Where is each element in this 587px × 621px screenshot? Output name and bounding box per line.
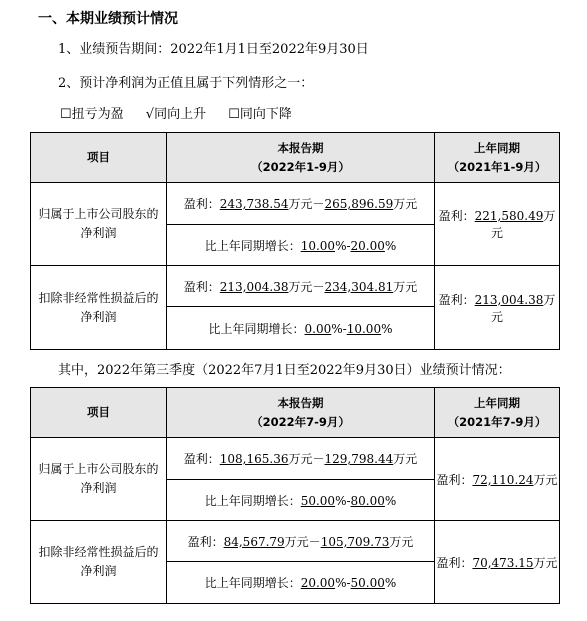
forecast-type-intro: 2、预计净利润为正值且属于下列情形之一： <box>58 76 314 91</box>
header-current-dates: （2022年7-9月） <box>251 414 350 429</box>
item-line: 归属于上市公司股东的 <box>38 462 159 476</box>
row-item-label <box>31 183 167 266</box>
profit-range-cell: 盈利：84,567.79万元－105,709.73万元 <box>167 521 435 562</box>
prior-profit-value: 221,580.49 <box>474 209 544 223</box>
option-turnaround: ☐扭亏为盈 <box>60 107 124 122</box>
header-current-label: 本报告期 <box>277 395 324 410</box>
header-prior-period <box>435 388 560 438</box>
q3-intro: 其中，2022年第三季度（2022年7月1日至2022年9月30日）业绩预计情况： <box>58 363 511 378</box>
option-decrease: ☐同向下降 <box>228 107 292 122</box>
profit-high-value: 265,896.59 <box>324 197 394 211</box>
growth-low-value: 0.00 <box>304 321 332 336</box>
header-prior-dates: （2021年7-9月） <box>447 414 547 429</box>
profit-high-value: 129,798.44 <box>324 452 394 466</box>
growth-high-value: 20.00 <box>350 238 385 253</box>
header-current-period <box>167 388 435 438</box>
header-current-period <box>167 133 435 183</box>
header-prior-period <box>435 133 560 183</box>
row-item-label <box>31 266 167 350</box>
forecast-type-options <box>60 103 310 122</box>
header-prior-label: 上年同期 <box>474 395 520 410</box>
prior-profit-cell: 盈利：213,004.38万元 <box>435 266 560 350</box>
profit-high-value: 234,304.81 <box>324 279 394 294</box>
option-increase-checked: √同向上升 <box>145 107 207 122</box>
item-line: 扣除非经常性损益后的 <box>38 545 159 559</box>
item-line: 净利润 <box>80 564 117 578</box>
item-line: 扣除非经常性损益后的 <box>38 290 159 305</box>
prior-profit-value: 213,004.38 <box>474 292 544 307</box>
header-item: 项目 <box>31 133 167 183</box>
profit-low-value: 84,567.79 <box>223 534 285 549</box>
item-line: 净利润 <box>80 481 117 495</box>
growth-low-value: 50.00 <box>300 493 336 508</box>
profit-range-cell: 盈利：108,165.36万元－129,798.44万元 <box>167 438 435 480</box>
row-item-label <box>31 521 167 604</box>
section-heading: 一、本期业绩预计情况 <box>38 11 178 27</box>
item-line: 净利润 <box>80 226 117 240</box>
profit-high-value: 105,709.73 <box>320 534 390 549</box>
growth-high-value: 10.00 <box>346 321 382 336</box>
header-item: 项目 <box>31 388 167 438</box>
profit-range-cell: 盈利：243,738.54万元－265,896.59万元 <box>167 183 435 225</box>
header-current-label: 本报告期 <box>277 140 324 155</box>
growth-high-value: 80.00 <box>350 493 385 508</box>
prior-profit-value: 72,110.24 <box>472 472 534 487</box>
header-prior-label: 上年同期 <box>474 140 520 155</box>
profit-range-cell: 盈利：213,004.38万元－234,304.81万元 <box>167 266 435 307</box>
header-current-dates: （2022年1-9月） <box>251 159 350 174</box>
growth-high-value: 50.00 <box>350 576 385 590</box>
forecast-period: 1、业绩预告期间：2022年1月1日至2022年9月30日 <box>58 42 369 57</box>
growth-range-cell: 比上年同期增长：10.00%-20.00% <box>167 225 435 266</box>
prior-profit-cell: 盈利：70,473.15万元 <box>435 521 560 604</box>
growth-low-value: 20.00 <box>300 576 336 590</box>
forecast-table-ytd <box>30 132 560 350</box>
prior-profit-cell: 盈利：221,580.49万元 <box>435 183 560 266</box>
prior-profit-value: 70,473.15 <box>472 555 534 570</box>
header-prior-dates: （2021年1-9月） <box>447 159 547 174</box>
growth-range-cell: 比上年同期增长：50.00%-80.00% <box>167 480 435 521</box>
growth-range-cell: 比上年同期增长：0.00%-10.00% <box>167 307 435 350</box>
prior-profit-cell: 盈利：72,110.24万元 <box>435 438 560 521</box>
growth-range-cell: 比上年同期增长：20.00%-50.00% <box>167 562 435 604</box>
profit-low-value: 108,165.36 <box>219 452 289 466</box>
forecast-table-q3 <box>30 387 560 604</box>
row-item-label <box>31 438 167 521</box>
item-line: 归属于上市公司股东的 <box>38 207 159 221</box>
profit-low-value: 213,004.38 <box>219 279 289 294</box>
item-line: 净利润 <box>80 309 117 324</box>
growth-low-value: 10.00 <box>300 238 336 253</box>
profit-low-value: 243,738.54 <box>219 197 289 211</box>
